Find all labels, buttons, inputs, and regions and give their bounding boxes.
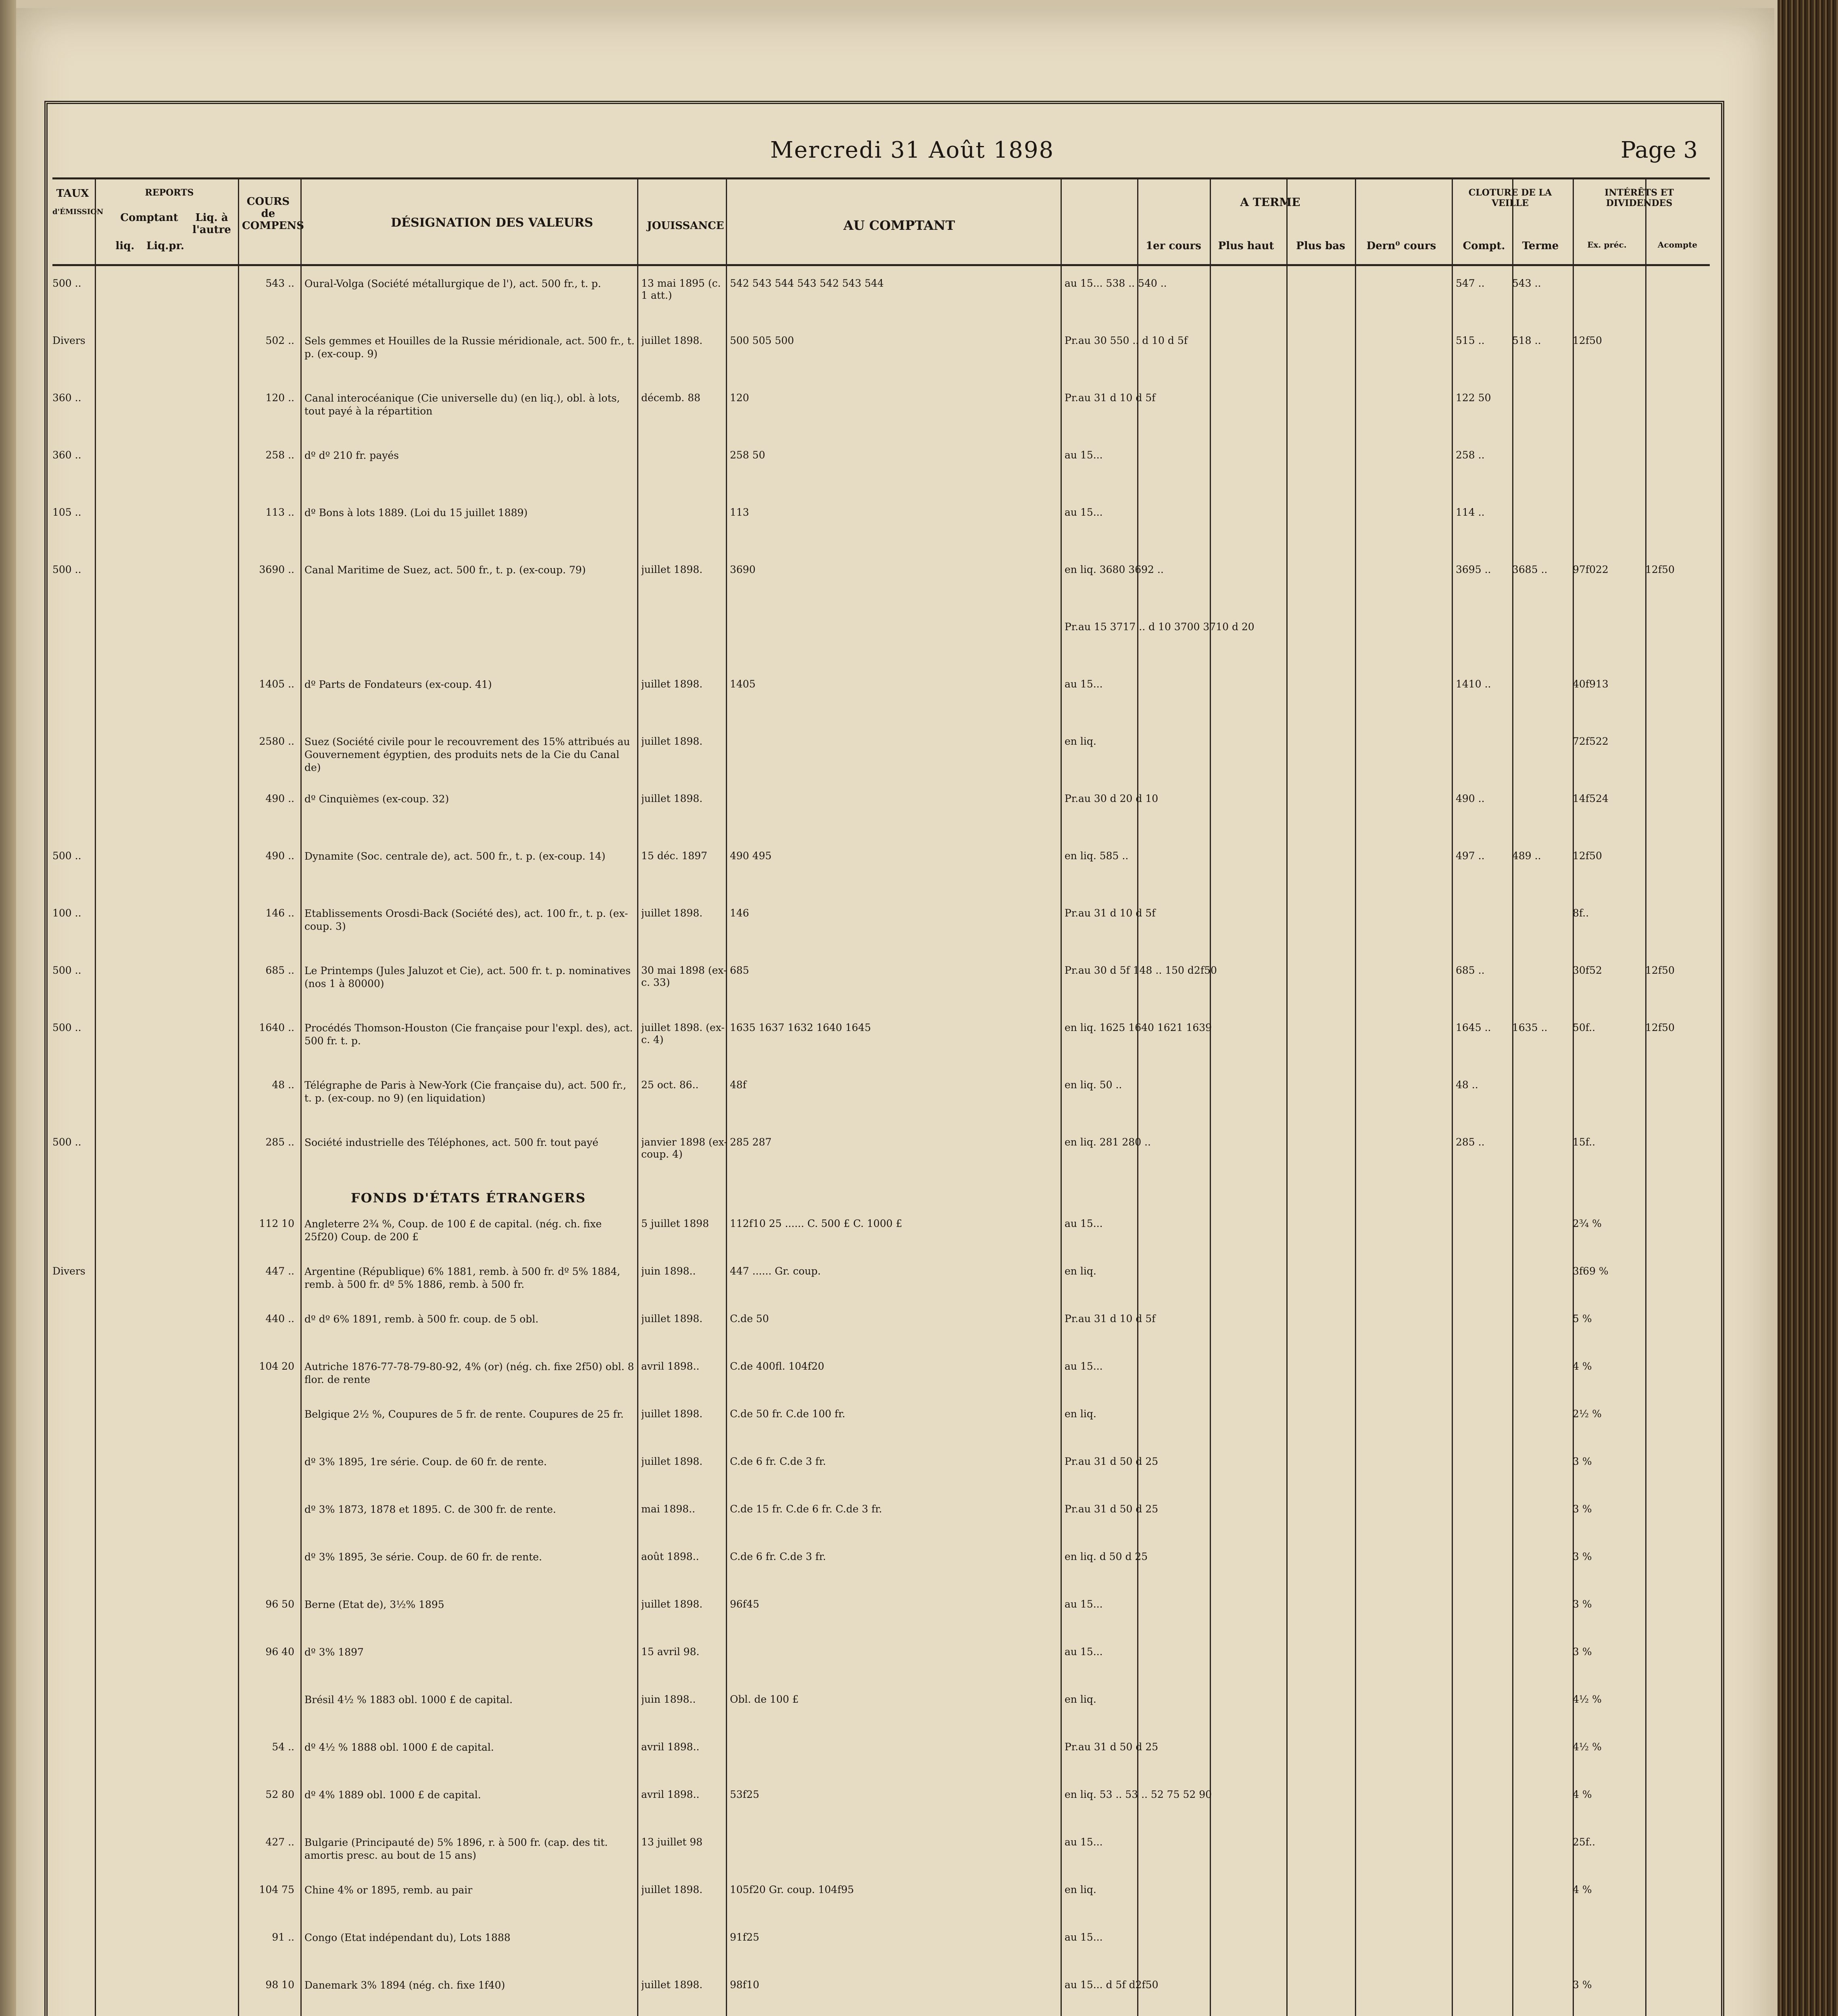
table-row — [52, 560, 1710, 618]
row-a-terme: en liq. — [1065, 1693, 1096, 1705]
row-designation: Chine 4% or 1895, remb. au pair — [304, 1884, 473, 1896]
row-designation: dº 4½ % 1888 obl. 1000 £ de capital. — [304, 1741, 494, 1753]
col-a-terme: A TERME — [1240, 196, 1300, 209]
row-taux: 500 .. — [52, 850, 81, 862]
row-designation: Congo (Etat indépendant du), Lots 1888 — [304, 1932, 511, 1943]
row-au-comptant: 105f20 Gr. coup. 104f95 — [730, 1884, 854, 1895]
row-ex-prec: 8f.. — [1573, 907, 1589, 919]
row-designation: Brésil 4½ % 1883 obl. 1000 £ de capital. — [304, 1694, 513, 1706]
row-jouissance: juin 1898.. — [641, 1693, 696, 1705]
row-jouissance: 25 oct. 86.. — [641, 1079, 699, 1091]
row-cloture-terme: 1635 .. — [1512, 1022, 1548, 1033]
row-designation: Canal interocéanique (Cie universelle du) (en liq.), obl. à lots, tout payé à la répartition — [304, 392, 620, 417]
row-cloture-compt: 3695 .. — [1456, 564, 1491, 575]
row-au-comptant: 120 — [730, 392, 749, 404]
row-designation: Procédés Thomson-Houston (Cie française pour l'expl. des), act. 500 fr. t. p. — [304, 1022, 633, 1047]
row-au-comptant: C.de 15 fr. C.de 6 fr. C.de 3 fr. — [730, 1503, 882, 1515]
row-au-comptant: 3690 — [730, 564, 756, 575]
col-taux: TAUX — [56, 187, 89, 200]
row-cloture-terme: 3685 .. — [1512, 564, 1548, 575]
row-jouissance: 13 mai 1895 (c. 1 att.) — [641, 277, 721, 301]
row-jouissance: avril 1898.. — [641, 1741, 700, 1753]
col-plus-haut: Plus haut — [1218, 240, 1274, 252]
table-row — [52, 1405, 1710, 1452]
row-cloture-compt: 1410 .. — [1456, 678, 1491, 690]
table-row — [52, 1928, 1710, 1976]
row-au-comptant: C.de 400fl. 104f20 — [730, 1360, 824, 1372]
row-designation: Angleterre 2¾ %, Coup. de 100 £ de capital. (nég. ch. fixe 25f20) Coup. de 200 £ — [304, 1218, 602, 1243]
row-au-comptant: 112f10 25 ...... C. 500 £ C. 1000 £ — [730, 1218, 902, 1229]
row-ex-prec: 14f524 — [1573, 793, 1609, 804]
row-designation: Suez (Société civile pour le recouvrement des 15% attribués au Gouvernement égyptien, des produits nets de la Cie du Canal de) — [304, 736, 630, 773]
row-designation: dº 3% 1895, 3e série. Coup. de 60 fr. de rente. — [304, 1551, 542, 1563]
row-cloture-compt: 515 .. — [1456, 335, 1485, 346]
row-taux: 500 .. — [52, 964, 81, 976]
row-ex-prec: 40f913 — [1573, 678, 1609, 690]
row-taux: 360 .. — [52, 392, 81, 404]
row-a-terme: en liq. 1625 1640 1621 1639 — [1065, 1022, 1212, 1033]
row-jouissance: 15 déc. 1897 — [641, 850, 708, 862]
col-interets: INTÉRÊTS ET DIVIDENDES — [1605, 187, 1674, 208]
row-designation: Belgique 2½ %, Coupures de 5 fr. de rente. Coupures de 25 fr. — [304, 1408, 624, 1420]
row-au-comptant: C.de 6 fr. C.de 3 fr. — [730, 1551, 826, 1562]
row-au-comptant: 53f25 — [730, 1789, 759, 1800]
row-ex-prec: 3 % — [1573, 1551, 1592, 1562]
row-cours: 490 .. — [265, 850, 294, 862]
row-jouissance: août 1898.. — [641, 1551, 699, 1562]
table-row — [52, 274, 1710, 331]
row-designation: dº Parts de Fondateurs (ex-coup. 41) — [304, 679, 492, 690]
page-number: Page 3 — [1621, 137, 1698, 163]
row-au-comptant: 98f10 — [730, 1979, 759, 1991]
row-jouissance: juillet 1898. — [641, 1884, 703, 1895]
row-designation: Argentine (République) 6% 1881, remb. à 500 fr. dº 5% 1884, remb. à 500 fr. dº 5% 1886, remb. à 500 fr. — [304, 1266, 621, 1290]
col-acompte: Acompte — [1657, 240, 1698, 250]
row-a-terme: au 15... — [1065, 678, 1103, 690]
row-cours: 285 .. — [265, 1136, 294, 1148]
row-jouissance: juillet 1898. — [641, 793, 703, 804]
row-jouissance: juillet 1898. (ex-c. 4) — [641, 1022, 725, 1045]
col-au-comptant: AU COMPTANT — [843, 218, 955, 233]
row-cours: 427 .. — [265, 1836, 294, 1848]
table-row — [52, 1690, 1710, 1738]
row-jouissance: juin 1898.. — [641, 1265, 696, 1277]
table-row — [52, 1738, 1710, 1785]
row-acompte: 12f50 — [1645, 964, 1675, 976]
row-a-terme: au 15... — [1065, 1646, 1103, 1658]
row-jouissance: 15 avril 98. — [641, 1646, 700, 1658]
row-designation: Le Printemps (Jules Jaluzot et Cie), act. 500 fr. t. p. nominatives (nos 1 à 80000) — [304, 965, 631, 989]
row-designation: Canal Maritime de Suez, act. 500 fr., t. p. (ex-coup. 79) — [304, 564, 586, 576]
row-cours: 1640 .. — [259, 1022, 294, 1033]
table-row — [52, 961, 1710, 1018]
row-cours: 113 .. — [265, 506, 294, 518]
table-row — [52, 1357, 1710, 1405]
row-acompte: 12f50 — [1645, 564, 1675, 575]
row-designation: dº 4% 1889 obl. 1000 £ de capital. — [304, 1789, 481, 1801]
row-a-terme: Pr.au 31 d 10 d 5f — [1065, 907, 1156, 919]
row-ex-prec: 72f522 — [1573, 735, 1609, 747]
row-cloture-compt: 258 .. — [1456, 449, 1485, 461]
row-designation: dº dº 6% 1891, remb. à 500 fr. coup. de 5 obl. — [304, 1313, 539, 1325]
table-row — [52, 1833, 1710, 1881]
table-row — [52, 789, 1710, 847]
page-date: Mercredi 31 Août 1898 — [770, 137, 1054, 163]
row-au-comptant: 258 50 — [730, 449, 765, 461]
row-ex-prec: 5 % — [1573, 1313, 1592, 1325]
row-au-comptant: C.de 50 — [730, 1313, 769, 1325]
col-taux-sub: d'ÉMISSION — [52, 208, 104, 216]
row-ex-prec: 4 % — [1573, 1789, 1592, 1800]
table-row — [52, 446, 1710, 503]
row-designation: Autriche 1876-77-78-79-80-92, 4% (or) (nég. ch. fixe 2f50) obl. 8 flor. de rente — [304, 1361, 634, 1385]
row-a-terme: en liq. — [1065, 735, 1096, 747]
row-a-terme: en liq. d 50 d 25 — [1065, 1551, 1148, 1562]
row-cours: 98 10 — [265, 1979, 294, 1991]
row-cours: 146 .. — [265, 907, 294, 919]
row-cloture-terme: 518 .. — [1512, 335, 1541, 346]
row-cours: 96 40 — [265, 1646, 294, 1658]
row-a-terme: au 15... — [1065, 1360, 1103, 1372]
table-row — [52, 675, 1710, 732]
row-ex-prec: 3 % — [1573, 1503, 1592, 1515]
row-designation: dº 3% 1895, 1re série. Coup. de 60 fr. de rente. — [304, 1456, 547, 1468]
row-cloture-compt: 497 .. — [1456, 850, 1485, 862]
row-cours: 91 .. — [272, 1931, 294, 1943]
row-cours: 1405 .. — [259, 678, 294, 690]
row-ex-prec: 12f50 — [1573, 850, 1602, 862]
row-ex-prec: 12f50 — [1573, 335, 1602, 346]
row-designation: Société industrielle des Téléphones, act. 500 fr. tout payé — [304, 1137, 598, 1148]
row-a-terme: au 15... — [1065, 1931, 1103, 1943]
col-reports: REPORTS — [145, 187, 194, 198]
table-row — [52, 847, 1710, 904]
row-cloture-compt: 122 50 — [1456, 392, 1491, 404]
row-cours: 685 .. — [265, 964, 294, 976]
row-designation: dº 3% 1897 — [304, 1646, 364, 1658]
table-row — [52, 1643, 1710, 1690]
row-a-terme: Pr.au 15 3717 .. d 10 3700 3710 d 20 — [1065, 621, 1255, 633]
row-jouissance: janvier 1898 (ex-coup. 4) — [641, 1136, 727, 1160]
row-ex-prec: 4½ % — [1573, 1741, 1602, 1753]
row-cours: 543 .. — [265, 277, 294, 289]
row-ex-prec: 3 % — [1573, 1979, 1592, 1991]
row-a-terme: au 15... — [1065, 449, 1103, 461]
row-a-terme: en liq. — [1065, 1408, 1096, 1420]
row-cloture-compt: 285 .. — [1456, 1136, 1485, 1148]
row-cours: 54 .. — [272, 1741, 294, 1753]
row-jouissance: avril 1898.. — [641, 1789, 700, 1800]
book-gutter — [0, 0, 16, 2016]
col-comptant: Comptant — [120, 212, 178, 224]
row-a-terme: au 15... 538 .. 540 .. — [1065, 277, 1167, 289]
row-ex-prec: 2½ % — [1573, 1408, 1602, 1420]
row-designation: Bulgarie (Principauté de) 5% 1896, r. à 500 fr. (cap. des tit. amortis presc. au bout de 15 ans) — [304, 1837, 608, 1861]
row-au-comptant: 146 — [730, 907, 749, 919]
row-cours: 3690 .. — [259, 564, 294, 575]
row-au-comptant: 96f45 — [730, 1598, 759, 1610]
row-jouissance: avril 1898.. — [641, 1360, 700, 1372]
row-au-comptant: 48f — [730, 1079, 747, 1091]
row-cloture-compt: 114 .. — [1456, 506, 1485, 518]
table-row — [52, 1452, 1710, 1500]
row-a-terme: Pr.au 31 d 50 d 25 — [1065, 1503, 1159, 1515]
table-row — [52, 1976, 1710, 2016]
col-liq-pr: Liq.pr. — [146, 240, 184, 252]
quotation-table — [52, 274, 1710, 2016]
row-cloture-terme: 543 .. — [1512, 277, 1541, 289]
table-row — [52, 1547, 1710, 1595]
row-a-terme: en liq. 53 .. 53 .. 52 75 52 90 — [1065, 1789, 1212, 1800]
row-cours: 447 .. — [265, 1265, 294, 1277]
table-row — [52, 1214, 1710, 1262]
row-ex-prec: 3 % — [1573, 1598, 1592, 1610]
row-cloture-terme: 489 .. — [1512, 850, 1541, 862]
row-acompte: 12f50 — [1645, 1022, 1675, 1033]
row-designation: Dynamite (Soc. centrale de), act. 500 fr., t. p. (ex-coup. 14) — [304, 850, 606, 862]
row-taux: 105 .. — [52, 506, 81, 518]
row-ex-prec: 4½ % — [1573, 1693, 1602, 1705]
row-au-comptant: 91f25 — [730, 1931, 759, 1943]
row-jouissance: juillet 1898. — [641, 735, 703, 747]
row-designation: dº dº 210 fr. payés — [304, 450, 399, 461]
row-jouissance: décemb. 88 — [641, 392, 701, 404]
row-jouissance: 5 juillet 1898 — [641, 1218, 709, 1229]
row-designation: Danemark 3% 1894 (nég. ch. fixe 1f40) — [304, 1979, 505, 1991]
row-jouissance: juillet 1898. — [641, 1313, 703, 1325]
col-ex-prec: Ex. préc. — [1587, 240, 1627, 250]
table-row — [52, 1881, 1710, 1928]
row-taux: Divers — [52, 1265, 85, 1277]
row-au-comptant: 685 — [730, 964, 749, 976]
row-cours: 490 .. — [265, 793, 294, 804]
row-a-terme: au 15... — [1065, 1598, 1103, 1610]
row-ex-prec: 4 % — [1573, 1360, 1592, 1372]
col-liq-autre: Liq. à l'autre — [192, 212, 231, 236]
row-cours: 440 .. — [265, 1313, 294, 1325]
row-ex-prec: 3 % — [1573, 1456, 1592, 1467]
table-row — [52, 331, 1710, 389]
table-row — [52, 1076, 1710, 1133]
row-jouissance: mai 1898.. — [641, 1503, 696, 1515]
row-au-comptant: 542 543 544 543 542 543 544 — [730, 277, 884, 289]
table-row — [52, 1500, 1710, 1547]
row-ex-prec: 50f.. — [1573, 1022, 1596, 1033]
col-cours: COURS de COMPENS — [242, 196, 304, 232]
row-au-comptant: 113 — [730, 506, 749, 518]
row-designation: Télégraphe de Paris à New-York (Cie française du), act. 500 fr., t. p. (ex-coup. no 9) (en liquidation) — [304, 1079, 627, 1104]
row-au-comptant: 447 ...... Gr. coup. — [730, 1265, 821, 1277]
row-jouissance: juillet 1898. — [641, 1456, 703, 1467]
row-taux: 500 .. — [52, 1022, 81, 1033]
row-ex-prec: 4 % — [1573, 1884, 1592, 1895]
row-a-terme: Pr.au 30 d 20 d 10 — [1065, 793, 1159, 804]
table-row — [52, 503, 1710, 560]
row-a-terme: en liq. 3680 3692 .. — [1065, 564, 1164, 575]
col-liq: liq. — [115, 240, 135, 252]
row-taux: 100 .. — [52, 907, 81, 919]
col-compt: Compt. — [1463, 240, 1505, 252]
row-cloture-compt: 1645 .. — [1456, 1022, 1491, 1033]
row-a-terme: Pr.au 31 d 50 d 25 — [1065, 1741, 1159, 1753]
row-a-terme: Pr.au 30 550 .. d 10 d 5f — [1065, 335, 1188, 346]
row-cours: 48 .. — [272, 1079, 294, 1091]
col-jouissance: JOUISSANCE — [647, 220, 724, 232]
row-cours: 96 50 — [265, 1598, 294, 1610]
section-title-fonds-etrangers: FONDS D'ÉTATS ÉTRANGERS — [351, 1190, 586, 1206]
row-cours: 2580 .. — [259, 735, 294, 747]
row-jouissance: juillet 1898. — [641, 1598, 703, 1610]
row-ex-prec: 2¾ % — [1573, 1218, 1602, 1229]
row-taux: 500 .. — [52, 564, 81, 575]
row-ex-prec: 97f022 — [1573, 564, 1609, 575]
row-cloture-compt: 48 .. — [1456, 1079, 1478, 1091]
row-cours: 502 .. — [265, 335, 294, 346]
row-jouissance: juillet 1898. — [641, 1408, 703, 1420]
row-a-terme: Pr.au 31 d 10 d 5f — [1065, 1313, 1156, 1325]
row-au-comptant: C.de 50 fr. C.de 100 fr. — [730, 1408, 846, 1420]
row-designation: Oural-Volga (Société métallurgique de l'), act. 500 fr., t. p. — [304, 278, 601, 289]
page-header — [52, 133, 1710, 169]
col-plus-bas: Plus bas — [1296, 240, 1345, 252]
row-jouissance: juillet 1898. — [641, 564, 703, 575]
row-a-terme: au 15... — [1065, 1218, 1103, 1229]
table-row — [52, 1018, 1710, 1076]
row-a-terme: en liq. 585 .. — [1065, 850, 1129, 862]
row-a-terme: au 15... — [1065, 1836, 1103, 1848]
row-au-comptant: 285 287 — [730, 1136, 772, 1148]
col-dernier-cours: Dern⁰ cours — [1366, 240, 1436, 252]
row-a-terme: en liq. — [1065, 1884, 1096, 1895]
table-row — [52, 1595, 1710, 1643]
row-cours: 120 .. — [265, 392, 294, 404]
row-taux: 360 .. — [52, 449, 81, 461]
row-a-terme: Pr.au 31 d 10 d 5f — [1065, 392, 1156, 404]
row-ex-prec: 3 % — [1573, 1646, 1592, 1658]
row-au-comptant: 490 495 — [730, 850, 772, 862]
col-cloture: CLOTURE DE LA VEILLE — [1468, 187, 1552, 208]
table-row — [52, 389, 1710, 446]
row-au-comptant: C.de 6 fr. C.de 3 fr. — [730, 1456, 826, 1467]
table-row — [52, 1310, 1710, 1357]
row-designation: dº Cinquièmes (ex-coup. 32) — [304, 793, 449, 805]
row-cours: 104 20 — [259, 1360, 294, 1372]
row-cloture-compt: 685 .. — [1456, 964, 1485, 976]
row-au-comptant: Obl. de 100 £ — [730, 1693, 799, 1705]
row-designation: dº Bons à lots 1889. (Loi du 15 juillet 1889) — [304, 507, 528, 519]
row-a-terme: en liq. — [1065, 1265, 1096, 1277]
row-cloture-compt: 547 .. — [1456, 277, 1485, 289]
row-jouissance: juillet 1898. — [641, 678, 703, 690]
row-a-terme: en liq. 50 .. — [1065, 1079, 1122, 1091]
row-designation: dº 3% 1873, 1878 et 1895. C. de 300 fr. de rente. — [304, 1504, 556, 1515]
book-page-edges — [1778, 0, 1838, 2016]
row-a-terme: en liq. 281 280 .. — [1065, 1136, 1151, 1148]
row-cloture-compt: 490 .. — [1456, 793, 1485, 804]
table-row — [52, 904, 1710, 961]
row-ex-prec: 3f69 % — [1573, 1265, 1609, 1277]
row-jouissance: juillet 1898. — [641, 335, 703, 346]
row-a-terme: au 15... d 5f d2f50 — [1065, 1979, 1159, 1991]
row-jouissance: 13 juillet 98 — [641, 1836, 703, 1848]
table-row — [52, 618, 1710, 675]
row-jouissance: 30 mai 1898 (ex-c. 33) — [641, 964, 727, 988]
row-taux: 500 .. — [52, 1136, 81, 1148]
row-designation: Berne (Etat de), 3½% 1895 — [304, 1599, 444, 1610]
row-ex-prec: 30f52 — [1573, 964, 1602, 976]
row-cours: 52 80 — [265, 1789, 294, 1800]
table-row — [52, 1262, 1710, 1310]
row-cours: 258 .. — [265, 449, 294, 461]
row-designation: Sels gemmes et Houilles de la Russie méridionale, act. 500 fr., t. p. (ex-coup. 9) — [304, 335, 635, 360]
col-1er-cours: 1er cours — [1146, 240, 1201, 252]
row-taux: 500 .. — [52, 277, 81, 289]
row-au-comptant: 1635 1637 1632 1640 1645 — [730, 1022, 871, 1033]
row-taux: Divers — [52, 335, 85, 346]
row-jouissance: juillet 1898. — [641, 907, 703, 919]
row-ex-prec: 25f.. — [1573, 1836, 1596, 1848]
row-au-comptant: 500 505 500 — [730, 335, 794, 346]
table-row — [52, 1133, 1710, 1190]
col-terme: Terme — [1522, 240, 1559, 252]
row-au-comptant: 1405 — [730, 678, 756, 690]
col-designation: DÉSIGNATION DES VALEURS — [391, 216, 593, 230]
row-a-terme: Pr.au 31 d 50 d 25 — [1065, 1456, 1159, 1467]
table-row — [52, 732, 1710, 789]
row-cours: 112 10 — [259, 1218, 294, 1229]
table-row — [52, 1785, 1710, 1833]
row-jouissance: juillet 1898. — [641, 1979, 703, 1991]
row-a-terme: au 15... — [1065, 506, 1103, 518]
row-ex-prec: 15f.. — [1573, 1136, 1596, 1148]
row-designation: Etablissements Orosdi-Back (Société des), act. 100 fr., t. p. (ex-coup. 3) — [304, 908, 628, 932]
row-cours: 104 75 — [259, 1884, 294, 1895]
row-a-terme: Pr.au 30 d 5f 148 .. 150 d2f50 — [1065, 964, 1217, 976]
